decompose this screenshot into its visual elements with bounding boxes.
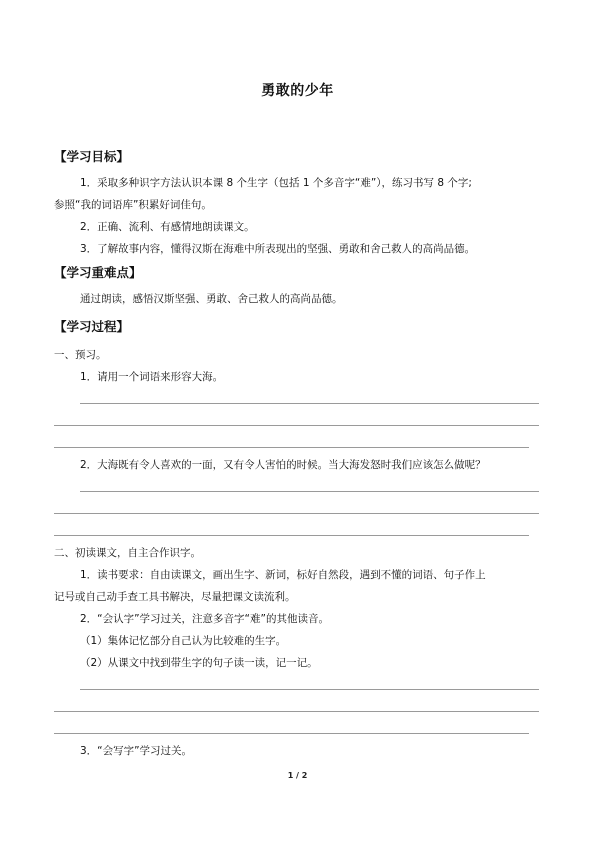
goals-heading: 【学习目标】 — [54, 149, 130, 164]
answer-line — [54, 425, 539, 426]
process-item-3: 3．“会写字”学习过关。 — [80, 745, 193, 757]
answer-line — [54, 733, 529, 734]
page-number: 1 / 2 — [287, 771, 308, 780]
reading-requirement-line-1: 1．读书要求：自由读课文，画出生字、新词，标好自然段，遇到不懂的词语、句子作上 — [80, 569, 486, 581]
answer-line — [54, 513, 539, 514]
goal-item-3: 3．了解故事内容，懂得汉斯在海难中所表现出的坚强、勇敢和舍己救人的高尚品德。 — [80, 243, 476, 255]
difficulty-heading: 【学习重难点】 — [54, 265, 142, 280]
goal-item-1-line-1: 1．采取多种识字方法认识本课 8 个生字（包括 1 个多音字“难”），练习书写 8 个字; — [80, 177, 472, 189]
goal-item-1-line-2: 参照“我的词语库”积累好词佳句。 — [54, 199, 212, 211]
answer-line — [80, 403, 539, 404]
answer-line — [54, 711, 539, 712]
answer-line — [80, 689, 539, 690]
answer-line — [54, 535, 529, 536]
answer-line — [80, 491, 539, 492]
goal-item-2: 2．正确、流利、有感情地朗读课文。 — [80, 221, 255, 233]
sub-item-2: （2）从课文中找到带生字的句子读一读，记一记。 — [80, 657, 318, 669]
sub-item-1: （1）集体记忆部分自己认为比较难的生字。 — [80, 635, 287, 647]
difficulty-text: 通过朗读，感悟汉斯坚强、勇敢、舍己救人的高尚品德。 — [80, 293, 343, 305]
question-2: 2．大海既有令人喜欢的一面，又有令人害怕的时候。当大海发怒时我们应该怎么做呢？ — [80, 459, 486, 471]
question-1: 1．请用一个词语来形容大海。 — [80, 371, 224, 383]
process-item-2: 2．“会认字”学习过关，注意多音字“难”的其他读音。 — [80, 613, 329, 625]
page-title: 勇敢的少年 — [261, 83, 334, 99]
part-1-title: 一、预习。 — [54, 349, 107, 361]
part-2-title: 二、初读课文，自主合作识字。 — [54, 547, 201, 559]
process-heading: 【学习过程】 — [54, 319, 130, 334]
answer-line — [54, 447, 529, 448]
reading-requirement-line-2: 记号或自己动手查工具书解决，尽量把课文读流利。 — [54, 591, 296, 603]
